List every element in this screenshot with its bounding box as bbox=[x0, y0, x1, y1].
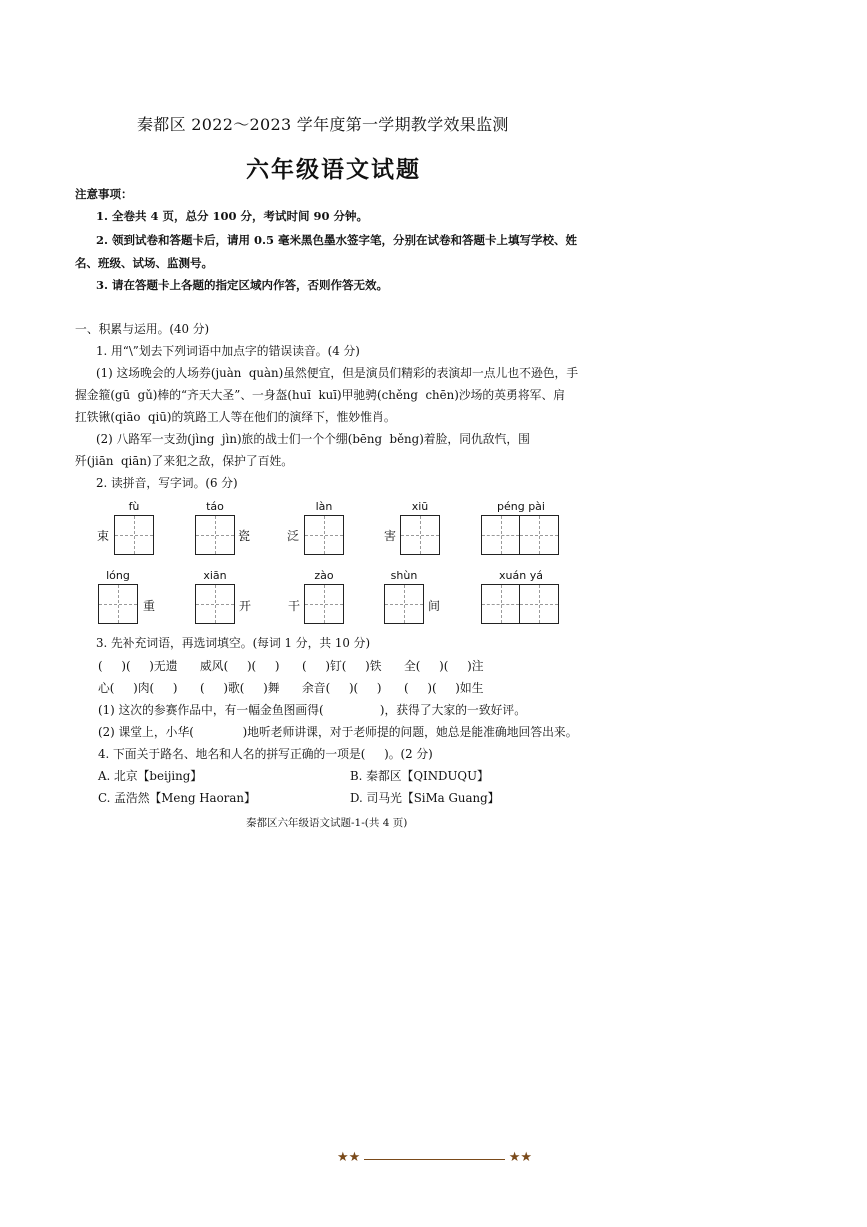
page-footer: 秦都区六年级语文试题-1-(共 4 页) bbox=[246, 817, 408, 829]
pinyin-label: lóng bbox=[106, 569, 130, 582]
writing-grid[interactable] bbox=[304, 515, 344, 555]
question-line: 歼(jiān qiān)了来犯之敌，保护了百姓。 bbox=[75, 454, 294, 468]
notice-item: 3. 请在答题卡上各题的指定区域内作答，否则作答无效。 bbox=[96, 278, 389, 292]
page-title: 六年级语文试题 bbox=[246, 156, 421, 183]
notice-heading: 注意事项： bbox=[75, 187, 133, 201]
given-char: 重 bbox=[143, 599, 156, 613]
question-stem: 1. 用“\”划去下列词语中加点字的错误读音。(4 分) bbox=[96, 344, 360, 358]
pinyin-label: làn bbox=[315, 500, 333, 513]
question-stem: 3. 先补充词语，再选词填空。(每词 1 分，共 10 分) bbox=[96, 636, 371, 650]
pinyin-label: xuán yá bbox=[499, 569, 543, 582]
given-char: 开 bbox=[239, 599, 252, 613]
question-stem: 2. 读拼音，写字词。(6 分) bbox=[96, 476, 238, 490]
footer-ornament bbox=[337, 1152, 532, 1166]
given-char: 间 bbox=[428, 599, 441, 613]
exam-header: 秦都区 2022～2023 学年度第一学期教学效果监测 bbox=[137, 115, 509, 134]
given-char: 束 bbox=[97, 529, 110, 543]
pinyin-label: shùn bbox=[390, 569, 418, 582]
pinyin-label: xiān bbox=[203, 569, 227, 582]
question-line: (1) 这场晚会的人场券(juàn quàn)虽然便宜，但是演员们精彩的表演却一点儿也不逊色，手 bbox=[96, 366, 579, 380]
notice-item: 2. 领到试卷和答题卡后，请用 0.5 毫米黑色墨水签字笔，分别在试卷和答题卡上填写学校、姓 bbox=[96, 233, 578, 247]
writing-grid[interactable] bbox=[304, 584, 344, 624]
writing-grid[interactable] bbox=[195, 515, 235, 555]
given-char: 泛 bbox=[287, 529, 300, 543]
pinyin-label: péng pài bbox=[497, 500, 545, 513]
ornament-line bbox=[364, 1159, 505, 1160]
section-heading: 一、积累与运用。(40 分) bbox=[75, 322, 210, 336]
question-line: 握金箍(gū gǔ)棒的“齐天大圣”、一身盔(huī kuī)甲驰骋(chěng chēn)沙场的英勇将军、肩 bbox=[75, 388, 566, 402]
given-char: 干 bbox=[288, 599, 301, 613]
given-char: 害 bbox=[384, 529, 397, 543]
choice-option[interactable]: B. 秦都区【QINDUQU】 bbox=[350, 769, 489, 783]
choice-option[interactable]: C. 孟浩然【Meng Haoran】 bbox=[98, 791, 256, 805]
question-line: (2) 八路军一支劲(jìng jìn)旅的战士们一个个绷(bēng běng)着脸，同仇敌忾，围 bbox=[96, 432, 530, 446]
question-stem: 4. 下面关于路名、地名和人名的拼写正确的一项是( )。(2 分) bbox=[98, 747, 433, 761]
pinyin-label: zào bbox=[314, 569, 334, 582]
question-line: 扛铁锹(qiāo qiū)的筑路工人等在他们的演绎下，惟妙惟肖。 bbox=[75, 410, 396, 424]
fill-blank-line[interactable]: (2) 课堂上，小华( )地听老师讲课，对于老师提的问题，她总是能准确地回答出来。 bbox=[98, 725, 578, 739]
writing-grid[interactable] bbox=[400, 515, 440, 555]
fill-blank-line[interactable]: (1) 这次的参赛作品中，有一幅金鱼图画得( )，获得了大家的一致好评。 bbox=[98, 703, 527, 717]
writing-grid[interactable] bbox=[384, 584, 424, 624]
fill-blank-line[interactable]: ( )( )无遗 威风( )( ) ( )钉( )铁 全( )( )注 bbox=[98, 659, 484, 673]
writing-grid[interactable] bbox=[481, 515, 559, 555]
pinyin-label: táo bbox=[206, 500, 224, 513]
star-icon: ★★ bbox=[508, 1150, 532, 1165]
writing-grid[interactable] bbox=[114, 515, 154, 555]
star-icon: ★★ bbox=[337, 1150, 361, 1165]
writing-grid[interactable] bbox=[481, 584, 559, 624]
pinyin-label: fù bbox=[128, 500, 140, 513]
given-char: 瓷 bbox=[238, 529, 251, 543]
pinyin-label: xiū bbox=[411, 500, 429, 513]
fill-blank-line[interactable]: 心( )肉( ) ( )歌( )舞 余音( )( ) ( )( )如生 bbox=[98, 681, 484, 695]
writing-grid[interactable] bbox=[98, 584, 138, 624]
notice-item: 1. 全卷共 4 页，总分 100 分，考试时间 90 分钟。 bbox=[96, 209, 369, 223]
notice-item: 名、班级、试场、监测号。 bbox=[75, 256, 213, 270]
choice-option[interactable]: D. 司马光【SiMa Guang】 bbox=[350, 791, 500, 805]
writing-grid[interactable] bbox=[195, 584, 235, 624]
choice-option[interactable]: A. 北京【beijing】 bbox=[98, 769, 203, 783]
